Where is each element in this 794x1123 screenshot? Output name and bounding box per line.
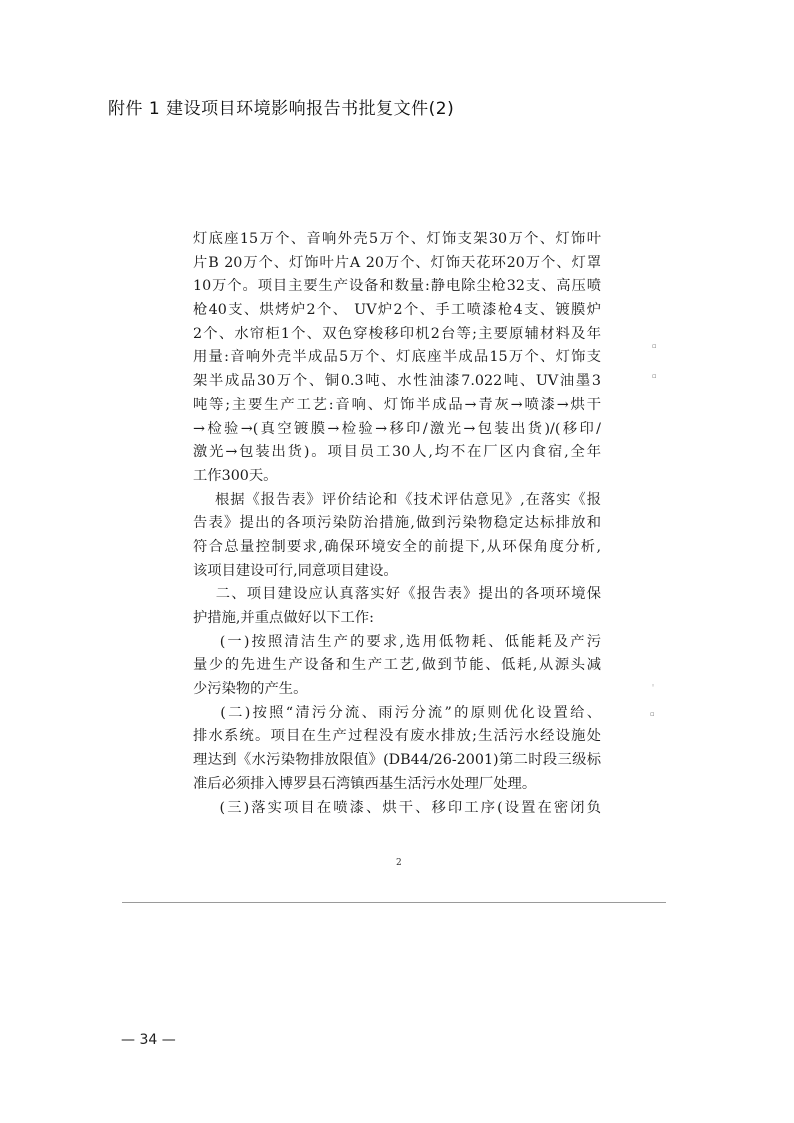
- text-line: (一)按照清洁生产的要求,选用低物耗、低能耗及产污: [193, 633, 601, 650]
- text-line: 理达到《水污染物排放限值》(DB44/26-2001)第二时段三级标: [193, 752, 601, 769]
- text-line: 该项目建设可行,同意项目建设。: [193, 562, 398, 579]
- text-line: 根据《报告表》评价结论和《技术评估意见》,在落实《报: [193, 491, 601, 508]
- scan-artifact: ▫: [652, 372, 657, 380]
- text-line: 架半成品30万个、铜0.3吨、水性油漆7.022吨、UV油墨3: [193, 373, 601, 390]
- scan-artifact: ▫: [652, 342, 657, 350]
- text-line: 二、项目建设应认真落实好《报告表》提出的各项环境保: [193, 586, 601, 603]
- text-line: 10万个。项目主要生产设备和数量:静电除尘枪32支、高压喷: [193, 278, 601, 295]
- text-line: 告表》提出的各项污染防治措施,做到污染物稳定达标排放和: [193, 515, 601, 532]
- text-line: 片B 20万个、灯饰叶片A 20万个、灯饰天花环20万个、灯罩: [193, 254, 601, 271]
- text-line: 准后必须排入博罗县石湾镇西基生活污水处理厂处理。: [193, 775, 537, 792]
- scan-artifact: ▫: [650, 710, 655, 718]
- text-line: 2个、水帘柜1个、双色穿梭移印机2台等;主要原辅材料及年: [193, 325, 601, 342]
- scan-artifact: ◦: [651, 682, 656, 690]
- text-line: 吨等;主要生产工艺:音响、灯饰半成品→青灰→喷漆→烘干: [193, 396, 601, 413]
- text-line: 激光→包装出货)。项目员工30人,均不在厂区内食宿,全年: [193, 444, 601, 461]
- text-line: (三)落实项目在喷漆、烘干、移印工序(设置在密闭负: [193, 799, 601, 816]
- text-line: 用量:音响外壳半成品5万个、灯底座半成品15万个、灯饰支: [193, 349, 601, 366]
- text-line: 护措施,并重点做好以下工作:: [193, 610, 374, 626]
- scanned-approval-text: [193, 228, 601, 820]
- text-line: 工作300天。: [193, 467, 278, 484]
- scanned-page-number: 2: [396, 858, 402, 868]
- text-line: 枪40支、烘烤炉2个、 UV炉2个、手工喷漆枪4支、镀膜炉: [193, 302, 601, 319]
- text-line: 灯底座15万个、音响外壳5万个、灯饰支架30万个、灯饰叶: [193, 231, 601, 247]
- text-line: →检验→(真空镀膜→检验→移印/激光→包装出货)/(移印/: [193, 420, 601, 437]
- text-line: 符合总量控制要求,确保环境安全的前提下,从环保角度分析,: [193, 538, 601, 555]
- page-divider: [122, 902, 666, 903]
- text-line: 少污染物的产生。: [193, 681, 308, 698]
- page-title: 附件 1 建设项目环境影响报告书批复文件(2): [108, 99, 455, 119]
- text-line: 排水系统。项目在生产过程没有废水排放;生活污水经设施处: [193, 728, 601, 745]
- text-line: 量少的先进生产设备和生产工艺,做到节能、低耗,从源头减: [193, 657, 601, 674]
- page-number: — 34 —: [121, 1032, 176, 1048]
- text-line: (二)按照“清污分流、雨污分流”的原则优化设置给、: [193, 704, 601, 721]
